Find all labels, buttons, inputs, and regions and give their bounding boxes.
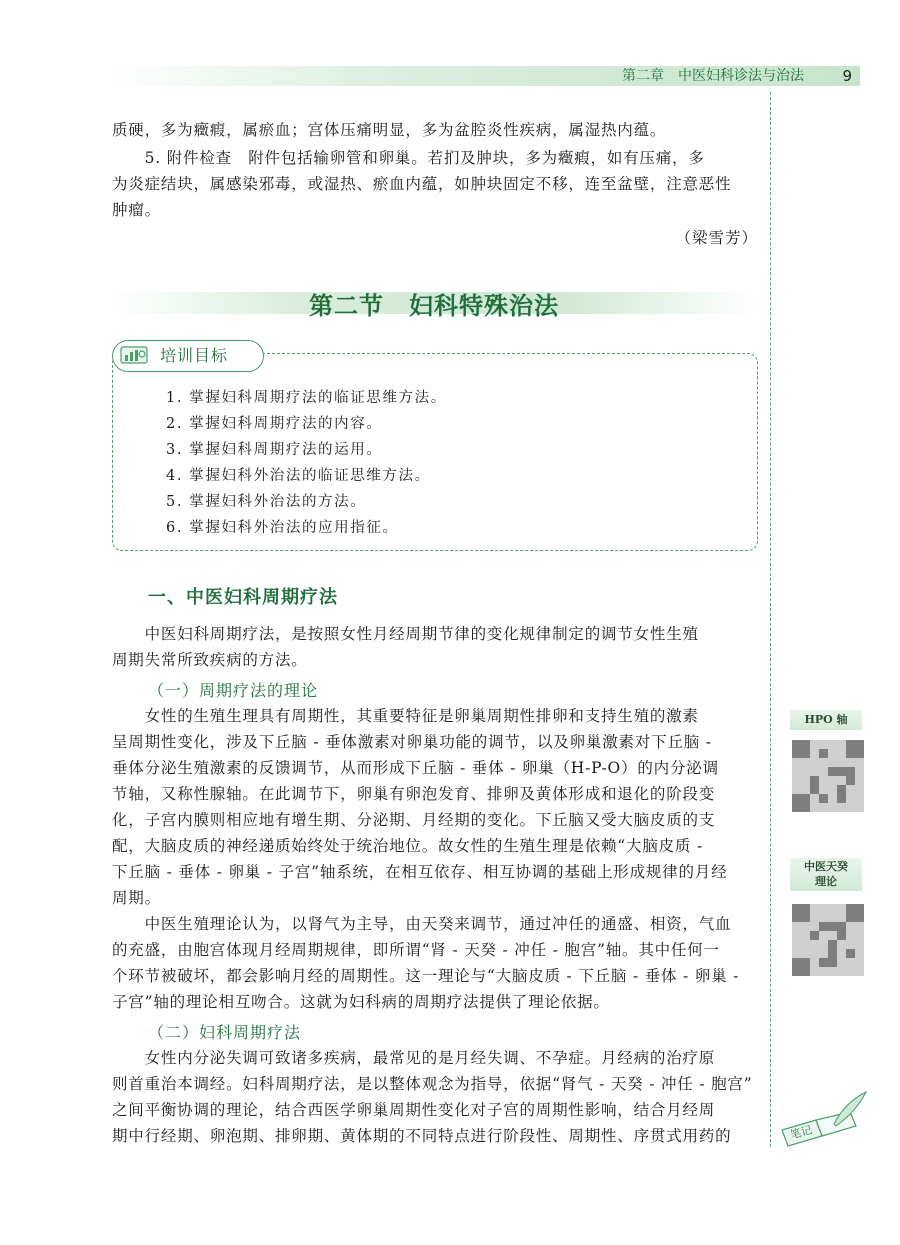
chapter-title: 第二章 中医妇科诊法与治法 [622, 68, 804, 84]
para-line: 呈周期性变化，涉及下丘脑 - 垂体激素对卵巢功能的调节，以及卵巢激素对下丘脑 - [112, 733, 712, 751]
qr-code-hpo[interactable] [792, 740, 864, 812]
objective-item: 6. 掌握妇科外治法的应用指征。 [166, 520, 399, 536]
para-line: 化，子宫内膜则相应地有增生期、分泌期、月经期的变化。下丘脑又受大脑皮质的支 [112, 811, 716, 829]
margin-divider [770, 92, 771, 1147]
para-line: 女性的生殖生理具有周期性，其重要特征是卵巢周期性排卵和支持生殖的激素 [112, 707, 699, 725]
qr-code-tiangui[interactable] [792, 904, 864, 976]
objective-item: 2. 掌握妇科周期疗法的内容。 [166, 416, 383, 432]
objective-item: 1. 掌握妇科周期疗法的临证思维方法。 [166, 390, 447, 406]
qr-label-line: 理论 [815, 875, 837, 888]
notes-label: 笔记 [788, 1123, 814, 1142]
para-line: 中医生殖理论认为，以肾气为主导，由天癸来调节，通过冲任的通盛、相资，气血 [112, 915, 732, 933]
para-line: 个环节被破坏，都会影响月经的周期性。这一理论与“大脑皮质 - 下丘脑 - 垂体 - 卵巢 - [112, 967, 740, 985]
para-line: 中医妇科周期疗法，是按照女性月经周期节律的变化规律制定的调节女性生殖 [112, 625, 699, 643]
page-number: 9 [842, 67, 852, 85]
chart-board-icon [120, 345, 148, 365]
para-line: 的充盛，由胞宫体现月经周期规律，即所谓“肾 - 天癸 - 冲任 - 胞宫”轴。其中任何一 [112, 941, 720, 959]
para-line: 下丘脑 - 垂体 - 卵巢 - 子宫”轴系统，在相互依存、相互协调的基础上形成规律的月经 [112, 863, 728, 881]
para-line: 期中行经期、卵泡期、排卵期、黄体期的不同特点进行阶段性、周期性、序贯式用药的 [112, 1127, 732, 1145]
para-line: 周期。 [112, 889, 161, 907]
notes-area [772, 1090, 872, 1150]
author-signature: （梁雪芳） [675, 229, 758, 247]
para-line: 之间平衡协调的理论，结合西医学卵巢周期性变化对子宫的周期性影响，结合月经周 [112, 1101, 716, 1119]
heading-1: 一、中医妇科周期疗法 [148, 587, 338, 608]
section-title: 第二节 妇科特殊治法 [309, 292, 559, 320]
para-line: 垂体分泌生殖激素的反馈调节，从而形成下丘脑 - 垂体 - 卵巢（H-P-O）的内分泌调 [112, 759, 719, 777]
intro-line: 为炎症结块，属感染邪毒，或湿热、瘀血内蕴，如肿块固定不移，连至盆壁，注意恶性 [112, 175, 732, 193]
subheading-theory: （一）周期疗法的理论 [148, 681, 319, 700]
qr-label-hpo: HPO 轴 [790, 710, 862, 730]
subheading-therapy: （二）妇科周期疗法 [148, 1023, 302, 1042]
qr-label-line: 中医天癸 [804, 860, 848, 873]
objective-item: 3. 掌握妇科周期疗法的运用。 [166, 442, 383, 458]
objectives-label: 培训目标 [160, 346, 229, 365]
para-line: 则首重治本调经。妇科周期疗法，是以整体观念为指导，依据“肾气 - 天癸 - 冲任 - 胞宫” [112, 1075, 753, 1093]
objective-item: 5. 掌握妇科外治法的方法。 [166, 494, 367, 510]
notebook-quill-icon [772, 1090, 872, 1150]
objective-item: 4. 掌握妇科外治法的临证思维方法。 [166, 468, 431, 484]
intro-line: 质硬，多为癥瘕，属瘀血；宫体压痛明显，多为盆腔炎性疾病，属湿热内蕴。 [112, 121, 667, 139]
intro-line: 肿瘤。 [112, 201, 161, 219]
para-line: 周期失常所致疾病的方法。 [112, 651, 308, 669]
qr-label-tiangui [790, 858, 862, 891]
para-line: 配，大脑皮质的神经递质始终处于统治地位。故女性的生殖生理是依赖“大脑皮质 - [112, 837, 703, 855]
para-line: 节轴，又称性腺轴。在此调节下，卵巢有卵泡发育、排卵及黄体形成和退化的阶段变 [112, 785, 716, 803]
para-line: 女性内分泌失调可致诸多疾病，最常见的是月经失调、不孕症。月经病的治疗原 [112, 1049, 716, 1067]
intro-line: 5. 附件检查 附件包括输卵管和卵巢。若扪及肿块，多为癥瘕，如有压痛，多 [112, 149, 705, 167]
para-line: 子宫”轴的理论相互吻合。这就为妇科病的周期疗法提供了理论依据。 [112, 993, 610, 1011]
